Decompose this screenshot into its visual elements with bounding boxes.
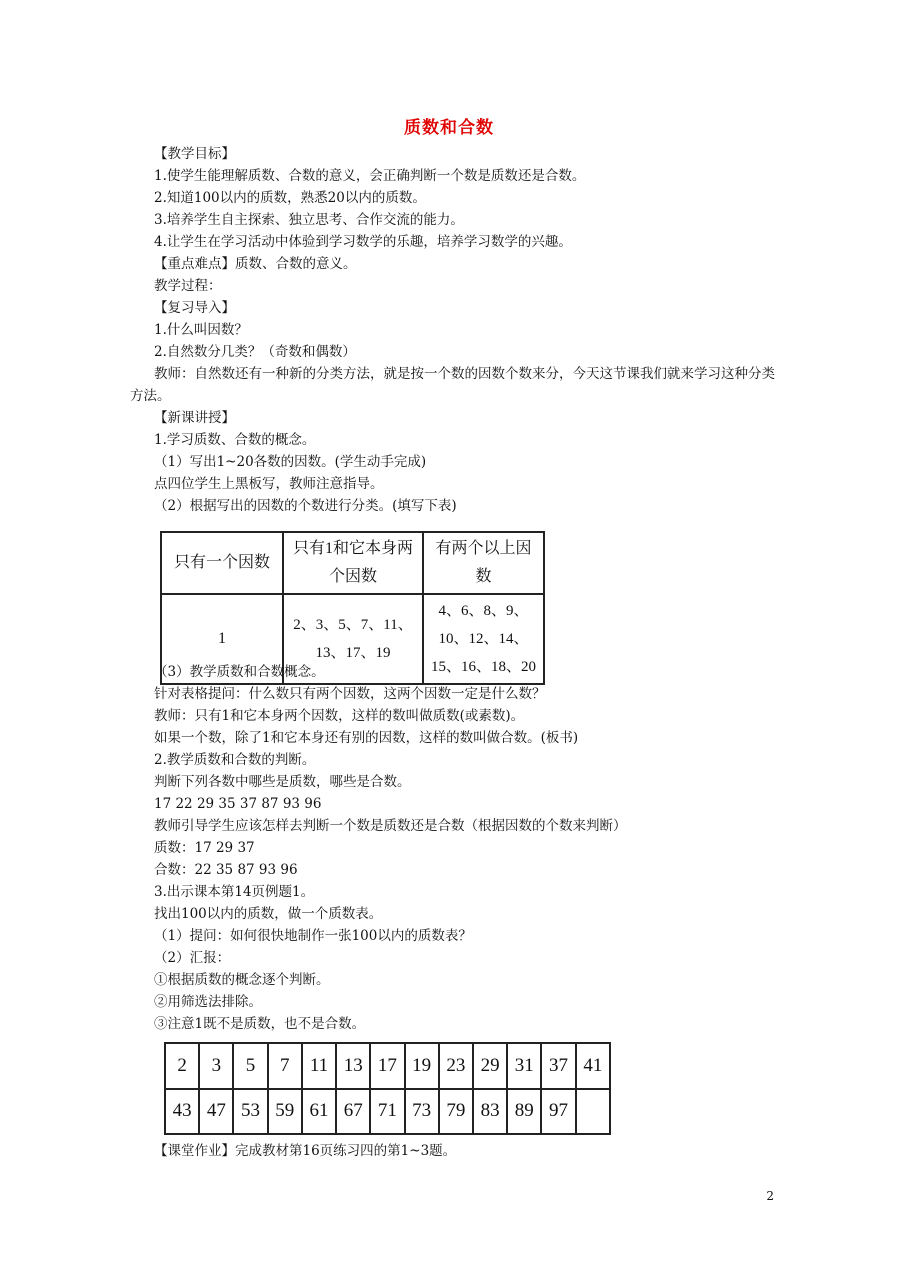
text-line: 3.出示课本第14页例题1。 <box>154 884 315 900</box>
text-line: 1.使学生能理解质数、合数的意义，会正确判断一个数是质数还是合数。 <box>154 168 586 184</box>
text-line: 2.知道100以内的质数，熟悉20以内的质数。 <box>154 190 426 206</box>
prime-cell: 71 <box>370 1089 404 1135</box>
text-line: 1.什么叫因数？ <box>154 322 248 338</box>
text-line: 针对表格提问：什么数只有两个因数，这两个因数一定是什么数？ <box>154 686 546 702</box>
prime-cell: 19 <box>405 1043 439 1089</box>
text-line: 点四位学生上黑板写，教师注意指导。 <box>154 476 384 492</box>
prime-cell: 43 <box>165 1089 199 1135</box>
prime-cell: 3 <box>199 1043 233 1089</box>
cell-one-factor: 1 <box>161 594 283 684</box>
text-line: 教师引导学生应该怎样去判断一个数是质数还是合数（根据因数的个数来判断） <box>154 818 627 834</box>
prime-cell: 13 <box>336 1043 370 1089</box>
prime-cell: 79 <box>439 1089 473 1135</box>
objectives-block <box>130 143 780 363</box>
new-lesson-block <box>130 407 780 517</box>
table-header-row <box>161 532 544 594</box>
prime-cell: 7 <box>268 1043 302 1089</box>
text-line: 如果一个数，除了1和它本身还有别的因数，这样的数叫做合数。(板书) <box>154 730 579 746</box>
text-line: （2）汇报： <box>154 950 231 966</box>
prime-cell: 59 <box>268 1089 302 1135</box>
text-line: （1）写出1~20各数的因数。(学生动手完成) <box>154 454 427 470</box>
prime-number-table <box>164 1042 611 1135</box>
prime-cell: 11 <box>302 1043 336 1089</box>
document-title: 质数和合数 <box>404 118 494 138</box>
prime-cell: 73 <box>405 1089 439 1135</box>
prime-cell: 41 <box>576 1043 610 1089</box>
prime-row-2 <box>165 1089 610 1135</box>
text-line: ②用筛选法排除。 <box>154 994 262 1010</box>
cell-two-factors: 2、3、5、7、11、13、17、19 <box>283 594 423 684</box>
prime-cell: 2 <box>165 1043 199 1089</box>
text-line: 合数：22 35 87 93 96 <box>154 862 298 878</box>
text-line: 3.培养学生自主探索、独立思考、合作交流的能力。 <box>154 212 464 228</box>
prime-cell: 5 <box>233 1043 267 1089</box>
text-line: 1.学习质数、合数的概念。 <box>154 432 316 448</box>
prime-cell: 83 <box>473 1089 507 1135</box>
concept-block <box>130 661 780 1035</box>
text-line: 2.教学质数和合数的判断。 <box>154 752 316 768</box>
text-line: （1）提问：如何很快地制作一张100以内的质数表？ <box>154 928 472 944</box>
lesson-body-continued <box>130 661 780 1035</box>
text-line: 【新课讲授】 <box>154 410 235 426</box>
prime-cell: 53 <box>233 1089 267 1135</box>
text-line: 2.自然数分几类？（奇数和偶数） <box>154 344 356 360</box>
text-line: 4.让学生在学习活动中体验到学习数学的乐趣，培养学习数学的兴趣。 <box>154 234 572 250</box>
prime-cell: 17 <box>370 1043 404 1089</box>
text-line: ①根据质数的概念逐个判断。 <box>154 972 330 988</box>
text-line: 【复习导入】 <box>154 300 235 316</box>
prime-row-1 <box>165 1043 610 1089</box>
prime-cell: 67 <box>336 1089 370 1135</box>
prime-cell: 61 <box>302 1089 336 1135</box>
header-two-factors: 只有1和它本身两个因数 <box>283 532 423 594</box>
prime-cell: 37 <box>541 1043 575 1089</box>
text-line: 找出100以内的质数，做一个质数表。 <box>154 906 383 922</box>
text-line: 质数：17 29 37 <box>154 840 255 856</box>
text-line: ③注意1既不是质数，也不是合数。 <box>154 1016 366 1032</box>
prime-cell: 31 <box>507 1043 541 1089</box>
homework-line: 【课堂作业】完成教材第16页练习四的第1~3题。 <box>154 1143 457 1159</box>
prime-cell: 97 <box>541 1089 575 1135</box>
lesson-body <box>130 143 780 517</box>
header-one-factor: 只有一个因数 <box>161 532 283 594</box>
text-line: 17 22 29 35 37 87 93 96 <box>154 796 322 812</box>
text-line: 判断下列各数中哪些是质数，哪些是合数。 <box>154 774 411 790</box>
text-line: （3）教学质数和合数概念。 <box>154 664 325 680</box>
text-line: （2）根据写出的因数的个数进行分类。(填写下表) <box>154 498 457 514</box>
prime-cell: 47 <box>199 1089 233 1135</box>
prime-cell: 89 <box>507 1089 541 1135</box>
teacher-intro-paragraph: 教师：自然数还有一种新的分类方法，就是按一个数的因数个数来分，今天这节课我们就来学习这种分类方法。 <box>130 366 775 404</box>
prime-cell: 23 <box>439 1043 473 1089</box>
prime-cell <box>576 1089 610 1135</box>
homework-section <box>130 1140 780 1162</box>
prime-cell: 29 <box>473 1043 507 1089</box>
text-line: 教学过程： <box>154 278 222 294</box>
page-number: 2 <box>766 1189 774 1203</box>
text-line: 【教学目标】 <box>154 146 235 162</box>
cell-more-factors: 4、6、8、9、10、12、14、15、16、18、20 <box>423 594 544 684</box>
text-line: 【重点难点】质数、合数的意义。 <box>154 256 357 272</box>
header-more-factors: 有两个以上因数 <box>423 532 544 594</box>
text-line: 教师：只有1和它本身两个因数，这样的数叫做质数(或素数)。 <box>154 708 525 724</box>
